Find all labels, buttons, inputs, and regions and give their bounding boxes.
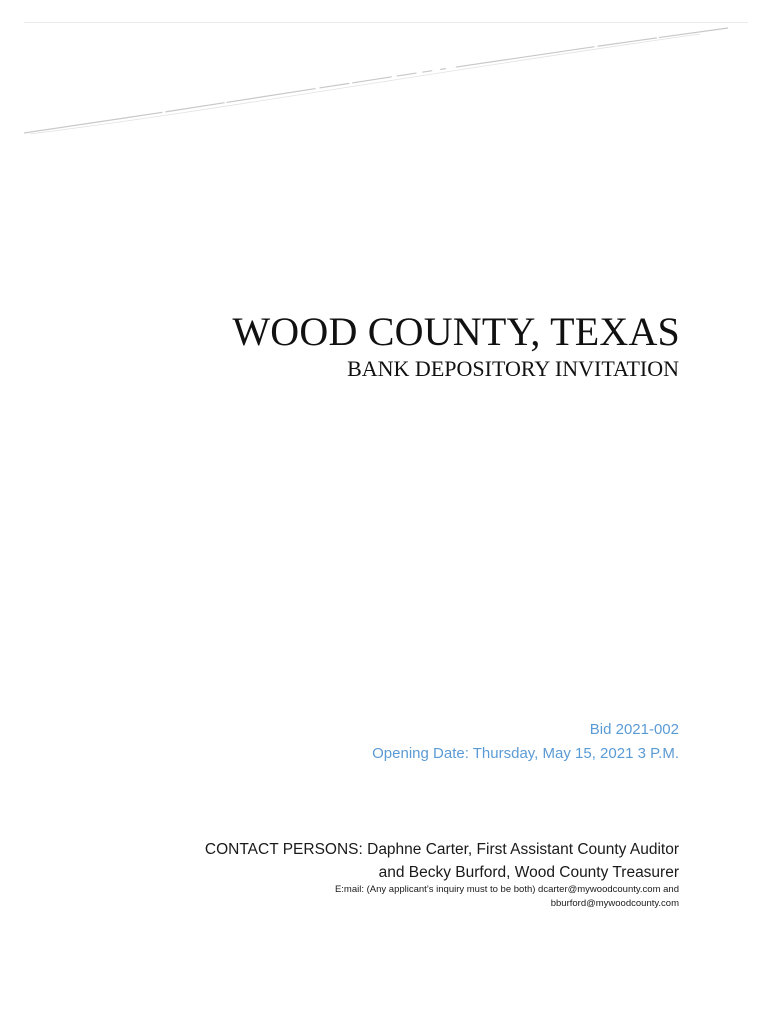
opening-date: Opening Date: Thursday, May 15, 2021 3 P.M. xyxy=(372,745,679,762)
bid-info xyxy=(372,718,679,766)
email-line-1: E:mail: (Any applicant’s inquiry must to be both) dcarter@mywoodcounty.com and xyxy=(334,884,679,895)
decorative-swoosh-line xyxy=(0,0,770,160)
contact-line-1: CONTACT PERSONS: Daphne Carter, First Assistant County Auditor xyxy=(204,841,679,858)
document-subtitle: BANK DEPOSITORY INVITATION xyxy=(347,356,679,381)
contact-persons xyxy=(205,838,679,884)
bid-number: Bid 2021-002 xyxy=(589,721,679,738)
contact-email xyxy=(335,883,679,911)
document-title: WOOD COUNTY, TEXAS xyxy=(232,309,680,354)
email-line-2: bburford@mywoodcounty.com xyxy=(550,898,679,909)
contact-line-2: and Becky Burford, Wood County Treasurer xyxy=(378,864,679,881)
